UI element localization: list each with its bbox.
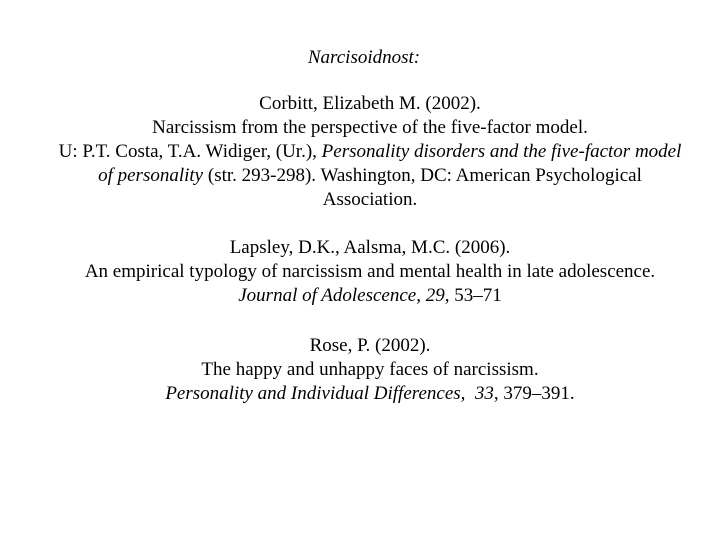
heading: Narcisoidnost: xyxy=(307,47,421,68)
reference-source-suffix: (str. 293-298). Washington, DC: American Psychological Association. xyxy=(203,165,642,210)
reference-pages: , 379–391. xyxy=(493,383,575,404)
reference-source xyxy=(50,140,690,212)
reference-journal-line xyxy=(50,382,690,406)
reference-source-prefix: U: P.T. Costa, T.A. Widiger, (Ur.), xyxy=(58,141,322,162)
reference-rose xyxy=(50,334,690,406)
reference-journal: Journal of Adolescence, 29 xyxy=(238,285,445,306)
reference-book-title: Personality disorders and the five-factor model of personality xyxy=(98,141,682,186)
reference-author-line: Lapsley, D.K., Aalsma, M.C. (2006). xyxy=(229,237,511,258)
reference-lapsley xyxy=(50,236,690,308)
reference-title-line: Narcissism from the perspective of the five-factor model. xyxy=(152,117,588,138)
reference-corbitt xyxy=(50,92,690,212)
reference-journal-line xyxy=(50,284,690,308)
reference-pages: , 53–71 xyxy=(444,285,502,306)
reference-title-line: An empirical typology of narcissism and mental health in late adolescence. xyxy=(84,261,656,282)
reference-author-line: Corbitt, Elizabeth M. (2002). xyxy=(259,93,481,114)
reference-journal: Personality and Individual Differences, 33 xyxy=(165,383,494,404)
reference-author-line: Rose, P. (2002). xyxy=(309,335,431,356)
reference-title-line: The happy and unhappy faces of narcissism. xyxy=(201,359,539,380)
